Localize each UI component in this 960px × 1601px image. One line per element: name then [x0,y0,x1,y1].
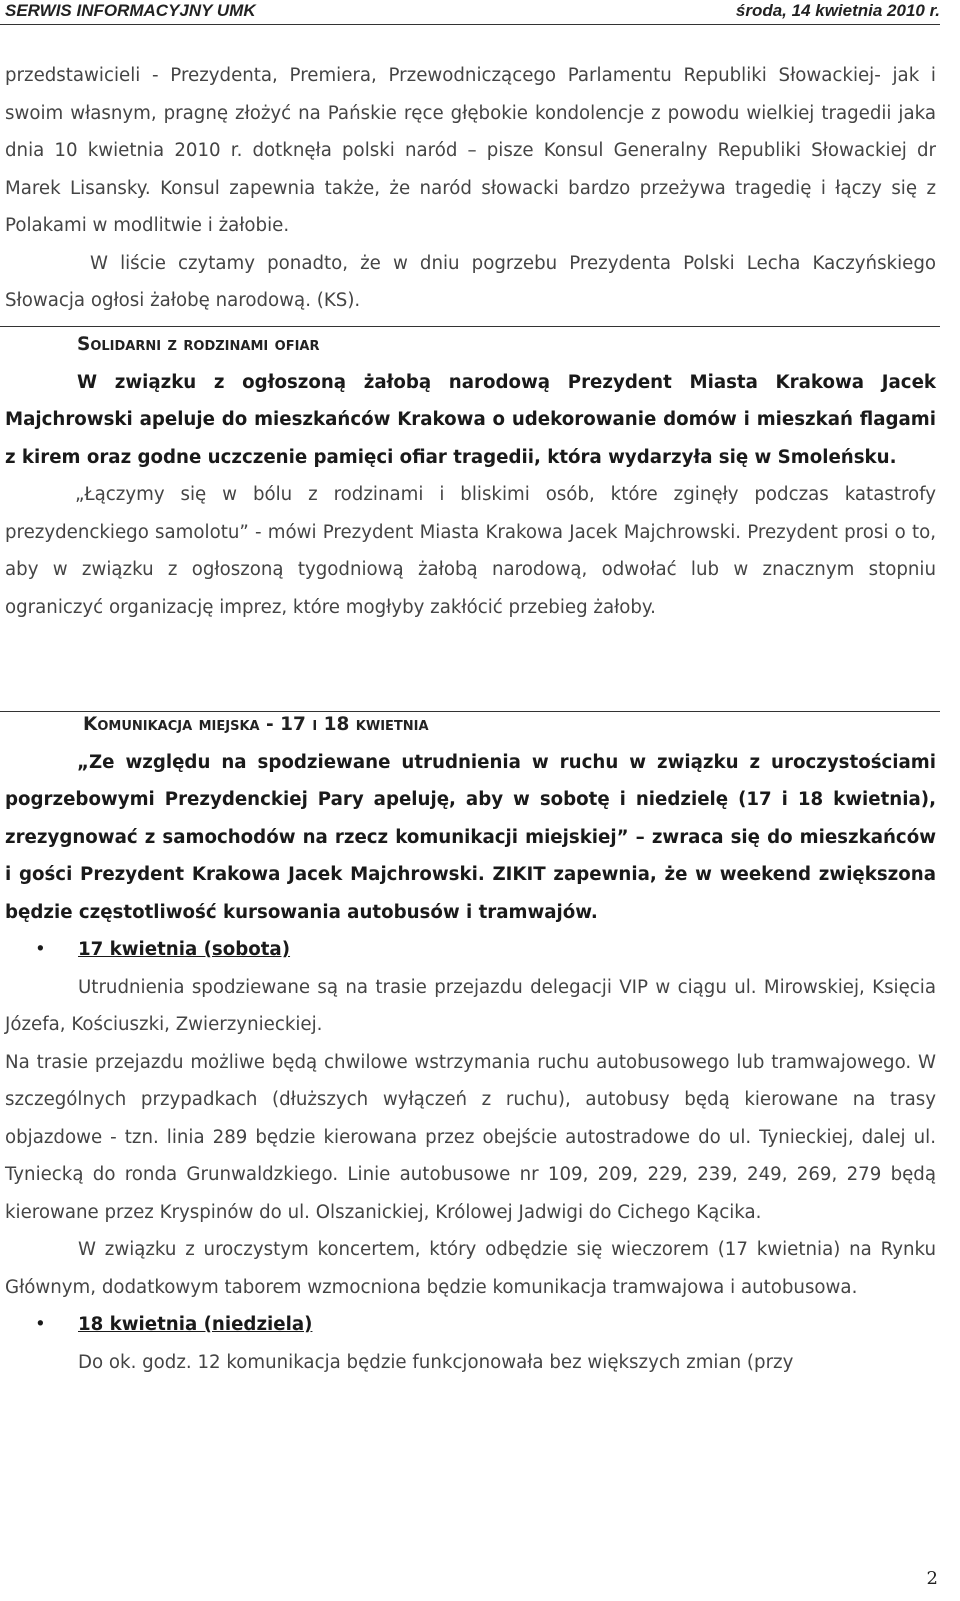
section-heading: Solidarni z rodzinami ofiar [77,334,320,355]
header-date: środa, 14 kwietnia 2010 r. [735,1,940,20]
section-condolences [5,57,936,320]
section-heading: Komunikacja miejska - 17 i 18 kwietnia [83,714,429,735]
lead-paragraph: W związku z ogłoszoną żałobą narodową Prezydent Miasta Krakowa Jacek Majchrowski apeluje do mieszkańców Krakowa o udekorowanie domów i mieszkań flagami z kirem oraz godne uczczenie pamięci ofiar tragedii, która wydarzyła się w Smoleńsku. [5,371,936,468]
section-transport [5,706,936,1381]
paragraph: Do ok. godz. 12 komunikacja będzie funkcjonowała bez większych zmian (przy [78,1351,794,1373]
paragraph: W liście czytamy ponadto, że w dniu pogrzebu Prezydenta Polski Lecha Kaczyńskiego Słowacja ogłosi żałobę narodową. (KS). [5,252,936,311]
header-rule [0,24,940,25]
page-number: 2 [926,1568,938,1589]
day-heading: 18 kwietnia (niedziela) [78,1314,313,1335]
paragraph: Na trasie przejazdu możliwe będą chwilowe wstrzymania ruchu autobusowego lub tramwajowego. W szczególnych przypadkach (dłuższych wyłączeń z ruchu), autobusy będą kierowane na trasy objazdowe - tzn. linia 289 będzie kierowana przez obejście autostradowe do ul. Tynieckiej, dalej ul. Tyniecką do ronda Grunwaldzkiego. Linie autobusowe nr 109, 209, 229, 239, 249, 269, 279 będą kierowane przez Kryspinów do ul. Olszanickiej, Królowej Jadwigi do Cichego Kącika. [5,1051,936,1223]
paragraph: W związku z uroczystym koncertem, który odbędzie się wieczorem (17 kwietnia) na Rynku Głównym, dodatkowym taborem wzmocniona będzie komunikacja tramwajowa i autobusowa. [5,1239,936,1298]
lead-paragraph: „Ze względu na spodziewane utrudnienia w ruchu w związku z uroczystościami pogrzebowymi Prezydenckiej Pary apeluję, aby w sobotę i niedzielę (17 i 18 kwietnia), zrezygnować z samochodów na rzecz komunikacji miejskiej” – zwraca się do mieszkańców i gości Prezydent Krakowa Jacek Majchrowski. ZIKIT zapewnia, że w weekend zwiększona będzie częstotliwość kursowania autobusów i tramwajów. [5,751,936,923]
bullet-icon: • [35,1314,46,1335]
condolence-text-2: Konsul zapewnia także, że naród słowacki bardzo przeżywa tragedię i łączy się z Polakami w modlitwie i żałobie. [5,177,936,236]
condolence-text: przedstawicieli - Prezydenta, Premiera, Przewodniczącego Parlamentu Republiki Słowackiej- jak i swoim własnym, pragnę złożyć na Pańskie ręce głębokie kondolencje z powodu wielkiej tragedii jaka dnia 10 kwietnia 2010 r. dotknęła polski naród – pisze Konsul Generalny Republiki Słowackiej dr Marek Lisansky. [5,65,936,199]
section-solidarity [5,326,936,626]
bullet-icon: • [35,939,46,960]
header-publication: SERWIS INFORMACYJNY UMK [5,1,256,20]
quote-paragraph: „Łączymy się w bólu z rodzinami i bliskimi osób, które zginęły podczas katastrofy prezydenckiego samolotu” - mówi Prezydent Miasta Krakowa Jacek Majchrowski. Prezydent prosi o to, aby w związku z ogłoszoną tygodniową żałobą narodową, odwołać lub w znacznym stopniu ograniczyć organizację imprez, które mogłyby zakłócić przebieg żałoby. [5,484,936,618]
page-header [5,0,940,22]
list-item [5,931,936,969]
day-heading: 17 kwietnia (sobota) [78,939,291,960]
paragraph [5,57,936,245]
list-item [5,1306,936,1344]
paragraph: Utrudnienia spodziewane są na trasie przejazdu delegacji VIP w ciągu ul. Mirowskiej, Księcia Józefa, Kościuszki, Zwierzynieckiej. [5,976,936,1035]
